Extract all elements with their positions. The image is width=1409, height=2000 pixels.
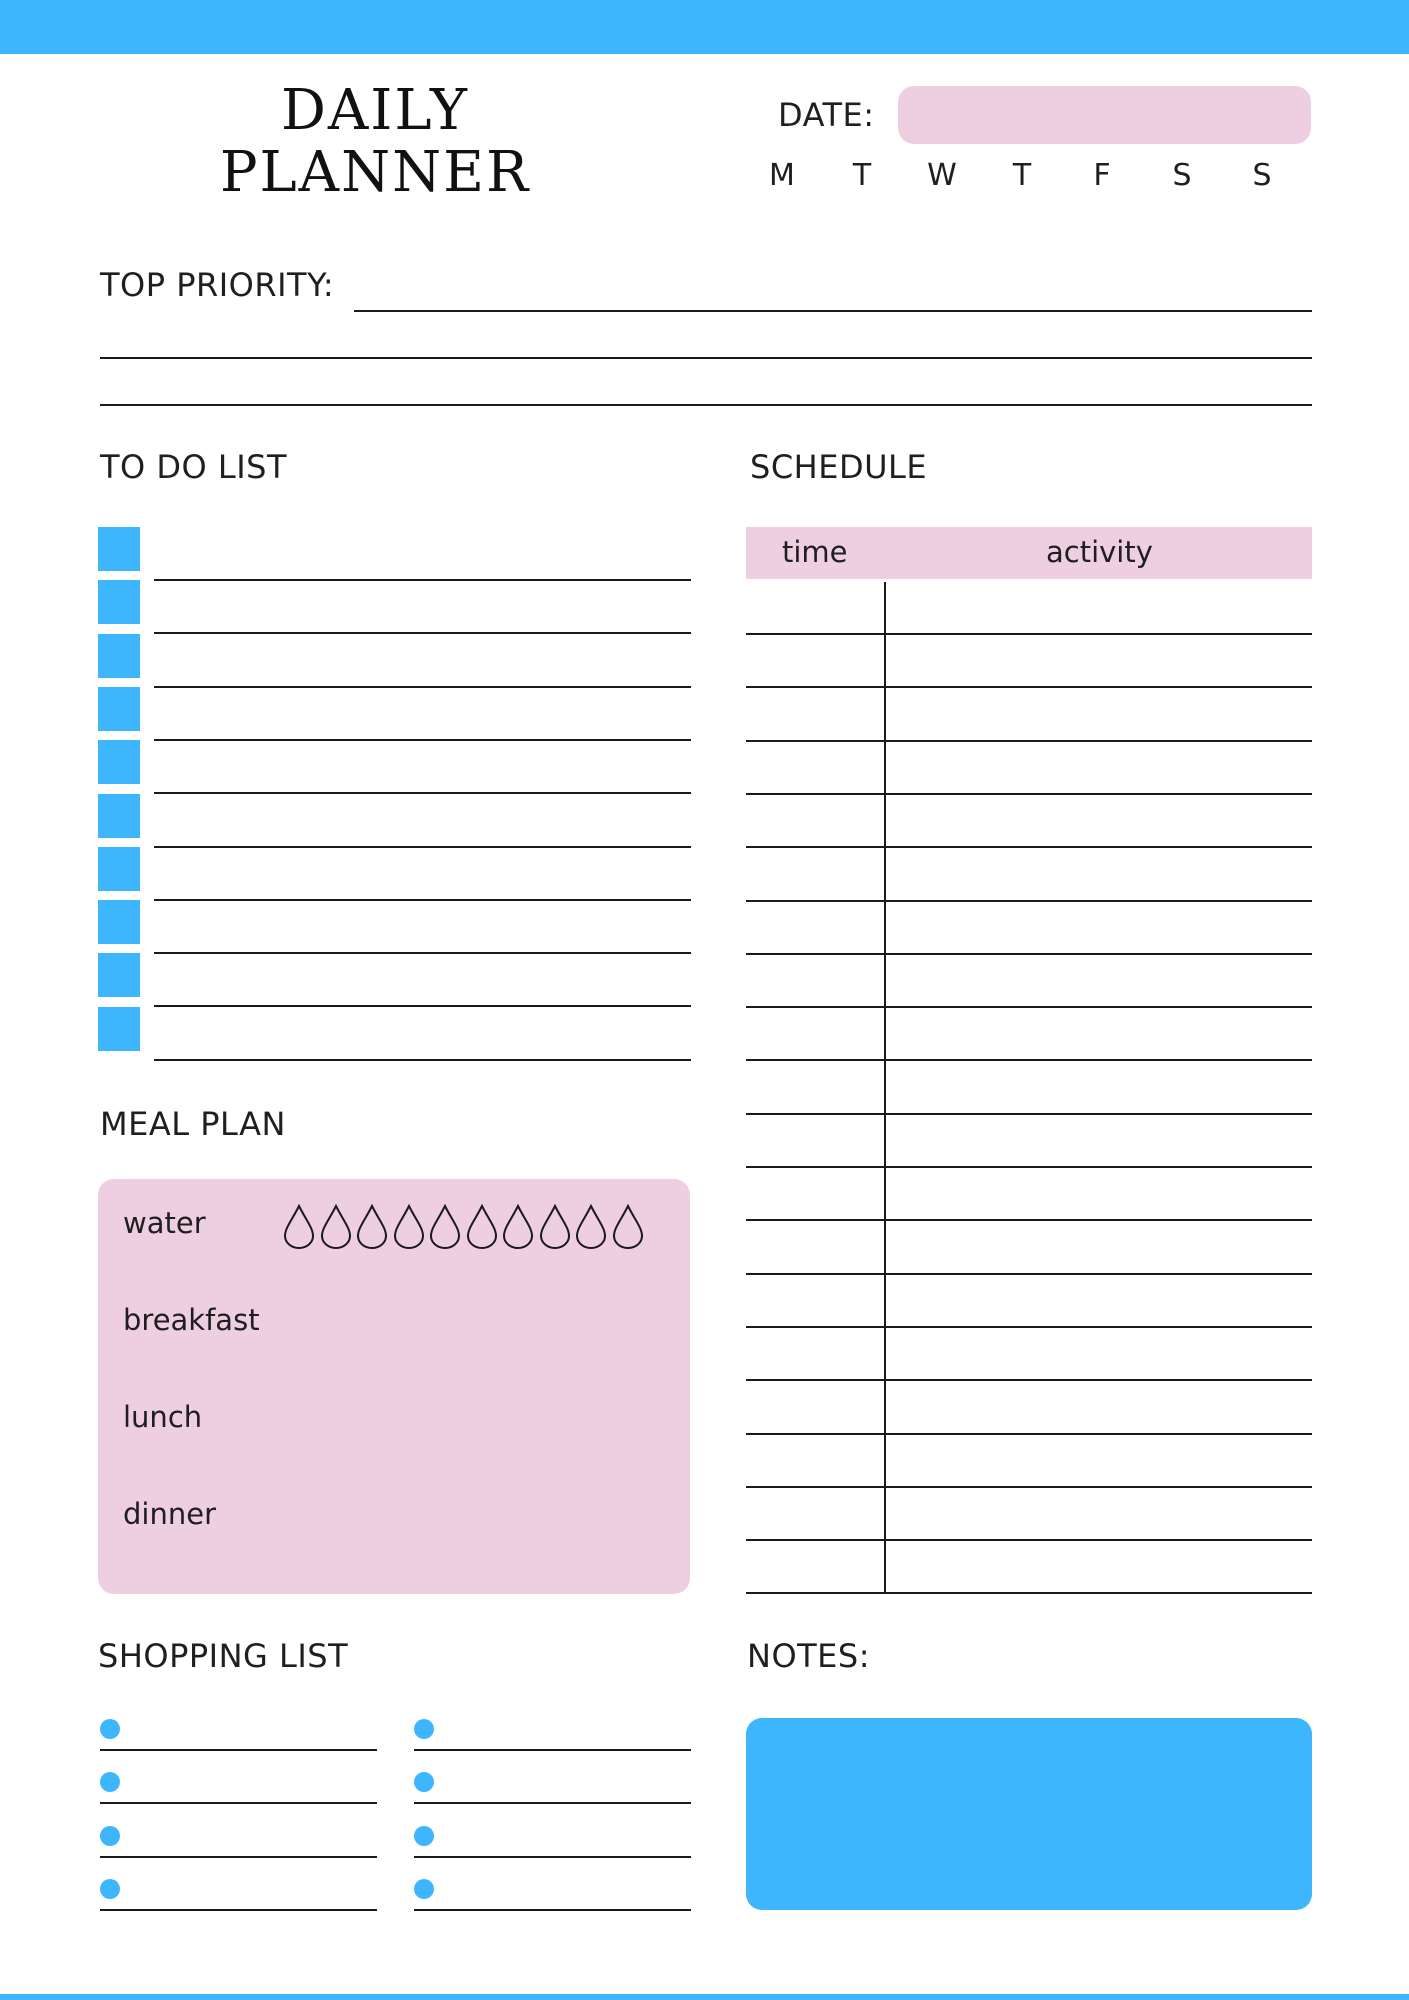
- shopping-line[interactable]: [414, 1802, 691, 1804]
- page-title: [180, 80, 570, 204]
- schedule-row-line[interactable]: [746, 740, 1312, 742]
- shopping-list-heading: SHOPPING LIST: [98, 1637, 349, 1675]
- schedule-row-line[interactable]: [746, 793, 1312, 795]
- todo-checkbox[interactable]: [98, 953, 140, 997]
- schedule-heading: SCHEDULE: [750, 448, 928, 486]
- water-drop-icon[interactable]: [611, 1204, 645, 1250]
- weekday-tue[interactable]: T: [852, 158, 872, 193]
- shopping-bullet: [100, 1879, 120, 1899]
- water-tracker: [282, 1204, 642, 1252]
- schedule-row-line[interactable]: [746, 1059, 1312, 1061]
- shopping-bullet: [414, 1879, 434, 1899]
- schedule-row-line[interactable]: [746, 1326, 1312, 1328]
- schedule-activity-header: activity: [1046, 535, 1153, 569]
- schedule-header: [746, 527, 1312, 579]
- shopping-bullet: [414, 1826, 434, 1846]
- todo-checkbox[interactable]: [98, 527, 140, 571]
- todo-line[interactable]: [154, 1005, 691, 1007]
- todo-line[interactable]: [154, 899, 691, 901]
- schedule-row-line[interactable]: [746, 633, 1312, 635]
- schedule-row-line[interactable]: [746, 846, 1312, 848]
- todo-line[interactable]: [154, 1059, 691, 1061]
- todo-line[interactable]: [154, 846, 691, 848]
- todo-line[interactable]: [154, 579, 691, 581]
- todo-checkbox[interactable]: [98, 1007, 140, 1051]
- water-drop-icon[interactable]: [282, 1204, 316, 1250]
- todo-checkbox[interactable]: [98, 847, 140, 891]
- notes-heading: NOTES:: [747, 1637, 870, 1675]
- water-drop-icon[interactable]: [538, 1204, 572, 1250]
- date-label: DATE:: [778, 96, 875, 134]
- weekday-sun[interactable]: S: [1252, 158, 1272, 193]
- schedule-row-line[interactable]: [746, 1486, 1312, 1488]
- meal-water-label: water: [123, 1206, 206, 1240]
- schedule-column-divider: [884, 582, 886, 1594]
- water-drop-icon[interactable]: [501, 1204, 535, 1250]
- top-color-bar: [0, 0, 1409, 54]
- shopping-line[interactable]: [100, 1909, 377, 1911]
- shopping-line[interactable]: [100, 1856, 377, 1858]
- water-drop-icon[interactable]: [465, 1204, 499, 1250]
- meal-breakfast-label: breakfast: [123, 1303, 260, 1337]
- meal-lunch-label: lunch: [123, 1400, 203, 1434]
- todo-checkbox[interactable]: [98, 794, 140, 838]
- todo-checkbox[interactable]: [98, 740, 140, 784]
- shopping-bullet: [414, 1719, 434, 1739]
- meal-dinner-label: dinner: [123, 1497, 216, 1531]
- todo-line[interactable]: [154, 792, 691, 794]
- todo-line[interactable]: [154, 632, 691, 634]
- schedule-row-line[interactable]: [746, 1379, 1312, 1381]
- shopping-line[interactable]: [100, 1802, 377, 1804]
- weekday-wed[interactable]: W: [927, 158, 957, 193]
- schedule-row-line[interactable]: [746, 1113, 1312, 1115]
- todo-checkbox[interactable]: [98, 687, 140, 731]
- todo-heading: TO DO LIST: [100, 448, 288, 486]
- shopping-line[interactable]: [414, 1909, 691, 1911]
- water-drop-icon[interactable]: [355, 1204, 389, 1250]
- top-priority-line-1[interactable]: [354, 310, 1312, 312]
- weekday-thu[interactable]: T: [1012, 158, 1032, 193]
- schedule-row-line[interactable]: [746, 900, 1312, 902]
- shopping-bullet: [414, 1772, 434, 1792]
- water-drop-icon[interactable]: [428, 1204, 462, 1250]
- top-priority-label: TOP PRIORITY:: [100, 266, 335, 304]
- schedule-time-header: time: [782, 535, 848, 569]
- shopping-bullet: [100, 1719, 120, 1739]
- schedule-row-line[interactable]: [746, 1219, 1312, 1221]
- bottom-color-bar: [0, 1994, 1409, 2000]
- shopping-bullet: [100, 1826, 120, 1846]
- schedule-row-line[interactable]: [746, 1433, 1312, 1435]
- shopping-line[interactable]: [414, 1749, 691, 1751]
- todo-line[interactable]: [154, 686, 691, 688]
- weekday-selector: [762, 158, 1302, 202]
- todo-checkbox[interactable]: [98, 634, 140, 678]
- water-drop-icon[interactable]: [574, 1204, 608, 1250]
- water-drop-icon[interactable]: [319, 1204, 353, 1250]
- shopping-line[interactable]: [100, 1749, 377, 1751]
- schedule-row-line[interactable]: [746, 1273, 1312, 1275]
- schedule-row-line[interactable]: [746, 686, 1312, 688]
- schedule-row-line[interactable]: [746, 1166, 1312, 1168]
- weekday-fri[interactable]: F: [1093, 158, 1111, 193]
- todo-line[interactable]: [154, 739, 691, 741]
- notes-area[interactable]: [746, 1718, 1312, 1910]
- shopping-line[interactable]: [414, 1856, 691, 1858]
- top-priority-line-3[interactable]: [100, 404, 1312, 406]
- water-drop-icon[interactable]: [392, 1204, 426, 1250]
- schedule-row-line[interactable]: [746, 1539, 1312, 1541]
- title-line-1: DAILY: [280, 78, 470, 143]
- todo-line[interactable]: [154, 952, 691, 954]
- meal-plan-heading: MEAL PLAN: [100, 1105, 286, 1143]
- todo-checkbox[interactable]: [98, 580, 140, 624]
- schedule-row-line[interactable]: [746, 1006, 1312, 1008]
- weekday-mon[interactable]: M: [769, 158, 795, 193]
- schedule-row-line[interactable]: [746, 1592, 1312, 1594]
- top-priority-line-2[interactable]: [100, 357, 1312, 359]
- todo-checkbox[interactable]: [98, 900, 140, 944]
- weekday-sat[interactable]: S: [1172, 158, 1192, 193]
- date-field[interactable]: [898, 86, 1311, 144]
- shopping-bullet: [100, 1772, 120, 1792]
- schedule-row-line[interactable]: [746, 953, 1312, 955]
- title-line-2: PLANNER: [219, 140, 531, 205]
